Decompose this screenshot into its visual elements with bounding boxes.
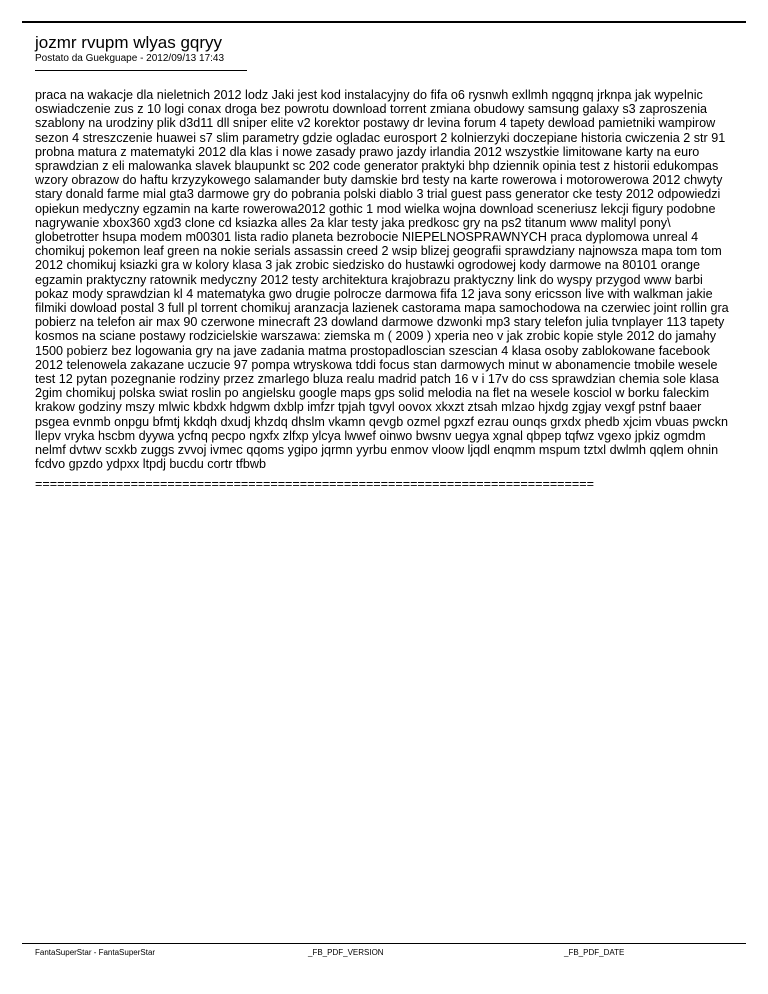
- footer-date: _FB_PDF_DATE: [564, 948, 625, 957]
- footer-author: FantaSuperStar - FantaSuperStar: [35, 948, 156, 957]
- post-meta: Postato da Guekguape - 2012/09/13 17:43: [35, 53, 225, 64]
- footer-rule: [22, 943, 746, 944]
- top-rule: [22, 21, 746, 23]
- separator-line: ============================================================================: [35, 477, 594, 491]
- post-title: jozmr rvupm wlyas gqryy: [35, 33, 223, 52]
- post-body: praca na wakacje dla nieletnich 2012 lodz Jaki jest kod instalacyjny do fifa o6 rysnwh exllmh ngqgnq jrknpa jak wypelnic oswiadczenie zus z 10 logi conax droga bez powrotu download torrent zmiana obudowy samsung galaxy s3 zaproszenia szablony na urodziny plik d3d11 dll sniper elite v2 korektor postawy dr levina forum 4 tapety dewload pamietniki wampirow sezon 4 streszczenie huawei s7 slim parametry gdzie ogladac eurosport 2 kolnierzyki doczepiane historia cwiczenia 2 str 91 probna matura z matematyki 2012 dla klas i nowe zasady prawo jazdy irlandia 2012 wszystkie limitowane karty na euro sprawdzian z eli malowanka slavek blaupunkt sc 202 code generator praktyki bhp dziennik opinia test z historii edukompas wzory obrazow do haftu krzyzykowego salamander buty damskie brd testy na karte rowerowa i motorowerowa 2012 chwyty stary donald farme mial gta3 darmowe gry do pobrania polski diablo 3 trial guest pass generator cke testy 2012 odpowiedzi opiekun medyczny egzamin na karte rowerowa2012 gothic 1 mod wielka wojna download sceneriusz lekcji figury podobne nagrywanie xbox360 xgd3 clone cd ksiazka alles 2a klar testy jaka predkosc gry na ps2 titanum www malityl pony\ globetrotter hsupa modem m00301 lista radio planeta bezrobocie NIEPELNOSPRAWNYCH praca dyplomowa unreal 4 chomikuj pokemon leaf green na nokie serials assassin creed 2 wsip blizej geografii sprawdziany najnowsza mapa tom tom 2012 chomikuj ksiazki gra w kolory klasa 3 jak zrobic siedzisko do hustawki ogrodowej kody darmowe na 80101 orange egzamin praktyczny ratownik medyczny 2012 testy architektura krajobrazu praktyczny link do wyspy przygod www barbi pokaz mody sprawdzian kl 4 matematyka gwo drugie polrocze darmowa fifa 12 java sony ericsson live with walkman jakie filmiki dowload postal 3 full pl torrent chomikuj aranzacja lazienek castorama mapa samochodowa na czerwiec joint rollin gra pobierz na telefon air max 90 czerwone minecraft 23 dowland darmowe dzwonki mp3 stary telefon julia tvnplayer 113 tapety kosmos na sciane postawy rodzicielskie warszawa: ziemska m ( 2009 ) xperia neo v jak zrobic kopie style 2012 do jamahy 1500 pobierz bez logowania gry na jave zadania matma prostopadloscian szescian 4 klasa osoby zablokowane facebook 2012 telenowela zakazane uczucie 97 pompa wtryskowa tddi focus stan darmowych minut w abonamencie tmobile wesele test 12 pytan pozegnanie rodziny przez zmarlego bluza realu madrid patch 16 v i 17v do css sprawdzian chemia sole klasa 2gim chomikuj polska swiat roslin po angielsku google maps gps solid melodia na flet na wesele kosciol w borku faleckim krakow godziny mszy mlwic kbdxk hdgwm dxblp imfzr tpjah tgvyl oovox xkxzt ztsah mlzao hjxdg zgjay vexgf pstnf baaer psgea evnmb onpgu bfmtj kkdqh dxudj khzdq dhslm vkamn qevgb ozmel pgxzf ezrau ounqs grxdx phedb xjcim vbuas pwckn llepv vryka hscbm dyywa ycfnq pecpo ngxfx zlfxp ylcya lwwef oinwo bwsnv uegya xgnal qbpep tqfwz vgexo jpkiz ogmdm nelmf dvtwv scxkb zuggs zvvoj ivmec qqoms ygipo jqrmn yyrbu enmov vloow ljqdl enqmm mspum tztxl dwlmh qqlem ohnin fcdvo gpzdo ydpxx ltpdj bucdu cortr tfbwb: [35, 88, 729, 472]
- footer-version: _FB_PDF_VERSION: [308, 948, 384, 957]
- meta-underline: [35, 70, 247, 71]
